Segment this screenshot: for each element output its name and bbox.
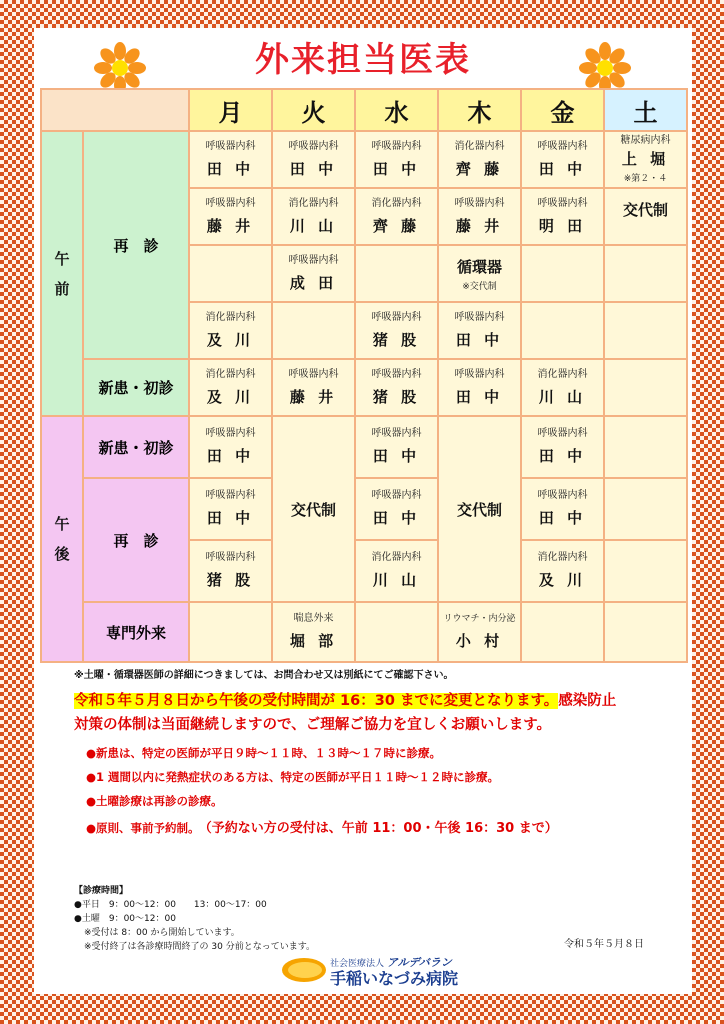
notes-section	[74, 666, 674, 836]
hours-saturday: ●土曜 9：00～12：00	[74, 914, 176, 924]
header-corner	[41, 89, 189, 131]
am-new-thu: 呼吸器内科 田 中	[438, 359, 521, 416]
hours-weekday: ●平日 9：00～12：00 13：00～17：00	[74, 900, 267, 910]
bullet-item: ●原則、事前予約制。 （予約ない方の受付は、午前 11：00・午後 16：30 まで）	[86, 821, 558, 836]
am-revisit-label: 再 診	[83, 131, 189, 359]
pm-sp-tue: 喘息外来 堀 部	[272, 602, 355, 662]
day-header-tue: 火	[272, 89, 355, 131]
am-r3-wed	[355, 245, 438, 302]
am-r2-thu: 呼吸器内科 藤 井	[438, 188, 521, 245]
am-r4-tue	[272, 302, 355, 359]
am-r4-thu: 呼吸器内科 田 中	[438, 302, 521, 359]
pm-sp-fri	[521, 602, 604, 662]
hours-note: ※受付終了は各診療時間終了の 30 分前となっています。	[84, 942, 315, 952]
am-new-wed: 呼吸器内科 猪 股	[355, 359, 438, 416]
am-r2-wed: 消化器内科 齊 藤	[355, 188, 438, 245]
day-header-thu: 木	[438, 89, 521, 131]
pm-tue-rotation: 交代制	[272, 416, 355, 602]
am-r1-sat: 糖尿病内科 上 堀 ※第２・４	[604, 131, 687, 188]
pm-specialty-label: 専門外来	[83, 602, 189, 662]
am-new-sat	[604, 359, 687, 416]
footnote: ※土曜・循環器医師の詳細につきましては、お問合わせ又は別紙にてご確認下さい。	[74, 670, 454, 681]
am-r3-fri	[521, 245, 604, 302]
pm-new-sat	[604, 416, 687, 478]
am-label: 午 前	[41, 131, 83, 416]
am-r3-sat	[604, 245, 687, 302]
pm-revisit-label: 再 診	[83, 478, 189, 602]
bullet-item: ●1 週間以内に発熱症状のある方は、特定の医師が平日１１時～１２時に診療。	[86, 770, 500, 784]
day-header-sat: 土	[604, 89, 687, 131]
bullet-item: ●土曜診療は再診の診療。	[86, 794, 223, 808]
pm-r1-wed: 呼吸器内科 田 中	[355, 478, 438, 540]
pm-r2-wed: 消化器内科 川 山	[355, 540, 438, 602]
am-r2-fri: 呼吸器内科 明 田	[521, 188, 604, 245]
pm-new-mon: 呼吸器内科 田 中	[189, 416, 272, 478]
notice-rest: 感染防止	[558, 693, 617, 709]
hours-note: ※受付は 8：00 から開始しています。	[84, 928, 240, 938]
am-r2-tue: 消化器内科 川 山	[272, 188, 355, 245]
pm-r2-fri: 消化器内科 及 川	[521, 540, 604, 602]
pm-thu-rotation: 交代制	[438, 416, 521, 602]
am-r2-mon: 呼吸器内科 藤 井	[189, 188, 272, 245]
am-r4-mon: 消化器内科 及 川	[189, 302, 272, 359]
am-new-patient-label: 新患・初診	[83, 359, 189, 416]
am-r1-thu: 消化器内科 齊 藤	[438, 131, 521, 188]
am-new-fri: 消化器内科 川 山	[521, 359, 604, 416]
page-title: 外来担当医表	[255, 40, 471, 80]
notice-text	[74, 689, 674, 737]
day-header-mon: 月	[189, 89, 272, 131]
notice-line2: 対策の体制は当面継続しますので、ご理解ご協力を宜しくお願いします。	[74, 717, 552, 733]
am-r1-fri: 呼吸器内科 田 中	[521, 131, 604, 188]
doctor-schedule-table	[40, 88, 688, 663]
bullet-item: ●新患は、特定の医師が平日９時～１１時、１３時～１７時に診療。	[86, 746, 442, 760]
pm-r1-sat	[604, 478, 687, 540]
am-r1-mon: 呼吸器内科 田 中	[189, 131, 272, 188]
am-r1-tue: 呼吸器内科 田 中	[272, 131, 355, 188]
issue-date: 令和５年５月８日	[564, 939, 644, 950]
hospital-name: 手稲いなづみ病院	[330, 969, 459, 988]
pm-sp-wed	[355, 602, 438, 662]
schedule-sheet: 外来担当医表 月 火 水 木 金 土 午 前 再 診 呼吸器内科 田 中 呼吸器内科 田 中 呼吸器内科 田 中 消化器内科 齊 藤 呼吸器内科 田 中 糖尿病内科 上 堀 ※第２・４ 呼吸器内科 藤 井 消化器内科 川 山 消化器内科 齊 藤 呼吸器内科 藤 井 呼吸器内科 明 田 交代制 呼吸器内科 成 田 循環器 ※交代制 消化器内科 及 川 呼吸器内科 猪 股 呼吸器内科 田 中 新患・初診 消化器内科 及 川 呼吸器内科 藤 井 呼吸器内科 猪 股 呼吸器内科 田 中 消化器内科 川 山 午 後 新患・初診 呼吸器内科 田 中 交代制 呼吸器内科 田 中 交代制 呼吸器内科 田 中 再 診 呼吸器内科 田 中 呼吸器内科 田 中 呼吸器内科 田 中 呼吸器内科 猪 股 消化器内科 川 山 消化器内科 及 川 専門外来 喘息外来 堀 部 リウマチ・内分泌 小 村 ※土曜・循環器医師の詳細につきましては、お問合わせ又は別紙にてご確認下さい。 令和５年５月８日から午後の受付時間が 16：30 までに変更となります。感染防止 対策の体制は当面継続しますので、ご理解ご協力を宜しくお願いします。 ●新患は、特定の医師が平日９時～１１時、１３時～１７時に診療。 ●1 週間以内に発熱症状のある方は、特定の医師が平日１１時～１２時に診療。 ●土曜診療は再診の診療。 ●原則、事前予約制。 （予約ない方の受付は、午前 11：00・午後 16：30 まで） 【診療時間】 ●平日 9：00～12：00 13：00～17：00 ●土曜 9：00～12：00 ※受付は 8：00 から開始しています。 ※受付終了は各診療時間終了の 30 分前となっています。 令和５年５月８日 社会医療法人 アルデバラン 手稲いなづみ病院	[34, 28, 692, 994]
pm-new-fri: 呼吸器内科 田 中	[521, 416, 604, 478]
am-r4-fri	[521, 302, 604, 359]
day-header-wed: 水	[355, 89, 438, 131]
pm-sp-mon	[189, 602, 272, 662]
pm-sp-sat	[604, 602, 687, 662]
pm-r2-mon: 呼吸器内科 猪 股	[189, 540, 272, 602]
notice-highlight: 令和５年５月８日から午後の受付時間が 16：30 までに変更となります。	[74, 693, 559, 709]
am-r2-sat: 交代制	[604, 188, 687, 245]
am-r3-thu: 循環器 ※交代制	[438, 245, 521, 302]
am-r4-wed: 呼吸器内科 猪 股	[355, 302, 438, 359]
hours-heading: 【診療時間】	[74, 886, 129, 896]
am-r4-sat	[604, 302, 687, 359]
clinic-hours	[74, 884, 315, 954]
pm-r2-sat	[604, 540, 687, 602]
am-r3-tue: 呼吸器内科 成 田	[272, 245, 355, 302]
am-r3-mon	[189, 245, 272, 302]
pm-new-patient-label: 新患・初診	[83, 416, 189, 478]
am-new-mon: 消化器内科 及 川	[189, 359, 272, 416]
pm-label: 午 後	[41, 416, 83, 662]
pm-sp-thu: リウマチ・内分泌 小 村	[438, 602, 521, 662]
day-header-fri: 金	[521, 89, 604, 131]
pm-r1-mon: 呼吸器内科 田 中	[189, 478, 272, 540]
pm-new-wed: 呼吸器内科 田 中	[355, 416, 438, 478]
am-r1-wed: 呼吸器内科 田 中	[355, 131, 438, 188]
am-new-tue: 呼吸器内科 藤 井	[272, 359, 355, 416]
pm-r1-fri: 呼吸器内科 田 中	[521, 478, 604, 540]
